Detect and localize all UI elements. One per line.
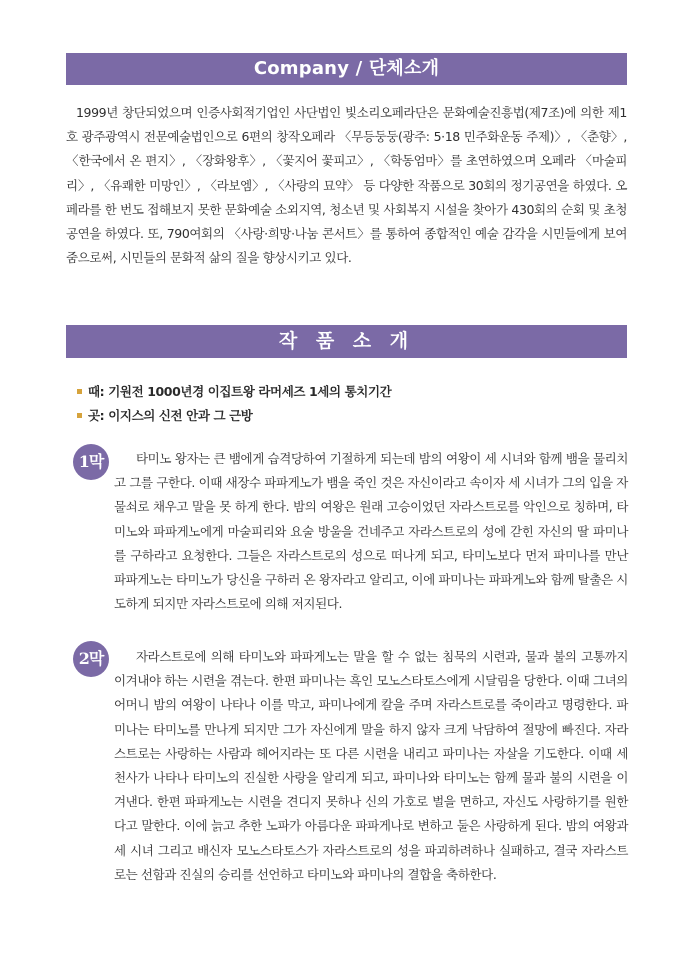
act-2-badge: 2막 bbox=[73, 641, 109, 677]
bullet-square-icon bbox=[77, 389, 82, 394]
act-1-synopsis: 타미노 왕자는 큰 뱀에게 습격당하여 기절하게 되는데 밤의 여왕이 세 시녀와 함께 뱀을 물리치고 그를 구한다. 이때 새장수 파파게노가 뱀을 죽인 것은 자신이라고 속이자 세 시녀가 그의 입을 자물쇠로 채우고 말을 못 하게 한다. 밤의 여왕은 원래 고승이었던 자라스트로를 악인으로 칭하며, 타미노와 파파게노에게 마술피리와 요술 방울을 건네주고 자라스트로의 성에 갇힌 자신의 딸 파미나를 구하라고 요청한다. 그들은 자라스트로의 성으로 떠나게 되고, 타미노보다 먼저 파미나를 만난 파파게노는 타미노가 당신을 구하러 온 왕자라고 알리고, 이에 파미나는 파파게노와 함께 탈출은 시도하게 되지만 자라스트로에 의해 저지된다. bbox=[114, 451, 628, 612]
setting-list bbox=[77, 380, 617, 428]
company-intro-paragraph: 1999년 창단되었으며 인증사회적기업인 사단법인 빛소리오페라단은 문화예술진흥법(제7조)에 의한 제1호 광주광역시 전문예술법인으로 6편의 창작오페라 〈무등둥둥(광주: 5·18 민주화운동 주제)〉, 〈춘향〉, 〈한국에서 온 편지〉, 〈장화왕후〉, 〈꽃지어 꽃피고〉, 〈학동엄마〉를 초연하였으며 오페라 〈마술피리〉, 〈유쾌한 미망인〉, 〈라보엠〉, 〈사랑의 묘약〉 등 다양한 작품으로 30회의 정기공연을 하였다. 오페라를 한 번도 접해보지 못한 문화예술 소외지역, 청소년 및 사회복지 시설을 찾아가 430회의 순회 및 초청공연을 하였다. 또, 790여회의 〈사랑·희망·나눔 콘서트〉를 통하여 종합적인 예술 감각을 시민들에게 보여줌으로써, 시민들의 문화적 삶의 질을 향상시키고 있다. bbox=[66, 105, 627, 266]
setting-place bbox=[77, 404, 617, 428]
setting-time bbox=[77, 380, 617, 404]
setting-place-text: 곳: 이지스의 신전 안과 그 근방 bbox=[88, 408, 253, 423]
act-1-badge: 1막 bbox=[73, 444, 109, 480]
works-heading: 작 품 소 개 bbox=[66, 325, 627, 358]
company-heading: Company / 단체소개 bbox=[66, 53, 627, 85]
act-2-synopsis: 자라스트로에 의해 타미노와 파파게노는 말을 할 수 없는 침묵의 시련과, 물과 불의 고통까지 이겨내야 하는 시련을 겪는다. 한편 파미나는 흑인 모노스타토스에게 시달림을 당한다. 이때 그녀의 어머니 밤의 여왕이 나타나 이를 막고, 파미나에게 칼을 주며 자라스트로를 죽이라고 명령한다. 파미나는 타미노를 만나게 되지만 그가 자신에게 말을 하지 않자 크게 낙담하여 절망에 빠진다. 자라스트로는 사랑하는 사람과 헤어지라는 또 다른 시련을 내리고 파미나는 자살을 기도한다. 이때 세 천사가 나타나 타미노의 진실한 사랑을 알리게 되고, 파미나와 타미노는 함께 물과 불의 시련을 이겨낸다. 한편 파파게노는 시련을 견디지 못하나 신의 가호로 벌을 면하고, 자신도 사랑하기를 원한다고 말한다. 이에 늙고 추한 노파가 아름다운 파파게나로 변하고 둘은 사랑하게 된다. 밤의 여왕과 세 시녀 그리고 배신자 모노스타토스가 자라스트로의 성을 파괴하려하나 실패하고, 결국 자라스트로는 선함과 진실의 승리를 선언하고 타미노와 파미나의 결합을 축하한다. bbox=[114, 649, 628, 882]
bullet-square-icon bbox=[77, 413, 82, 418]
setting-time-text: 때: 기원전 1000년경 이집트왕 라머세즈 1세의 통치기간 bbox=[88, 384, 392, 399]
